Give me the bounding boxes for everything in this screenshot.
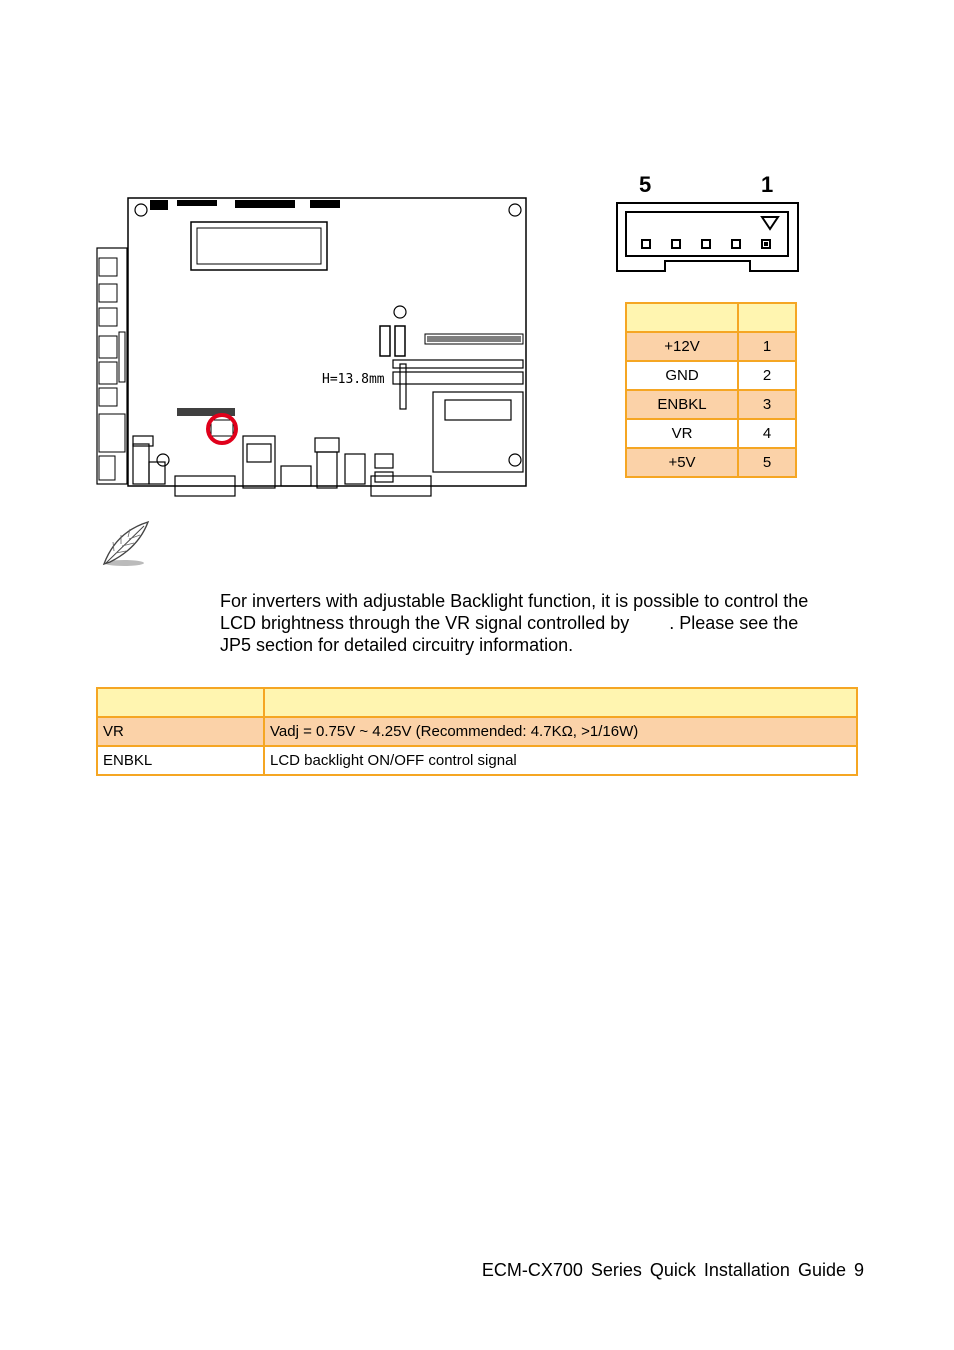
- signal-name: VR: [97, 717, 264, 746]
- note-line: For inverters with adjustable Backlight function, it is possible to control the: [220, 591, 809, 611]
- connector-pin5-label: 5: [639, 172, 652, 197]
- table-row: [626, 419, 796, 448]
- table-row: [626, 390, 796, 419]
- pin-signal: +12V: [626, 332, 738, 361]
- table-row: [97, 717, 857, 746]
- signal-description: LCD backlight ON/OFF control signal: [264, 746, 857, 775]
- pin-number: 1: [738, 332, 796, 361]
- signal-description: Vadj = 0.75V ~ 4.25V (Recommended: 4.7KΩ, >1/16W): [264, 717, 857, 746]
- signal-name: ENBKL: [97, 746, 264, 775]
- connector-pin1-label: 1: [761, 172, 774, 197]
- pin-signal: GND: [626, 361, 738, 390]
- pin-table-header-signal: [626, 303, 738, 332]
- signal-description-table: [96, 687, 858, 776]
- board-height-label: H=13.8mm: [322, 372, 385, 387]
- note-paragraph: [220, 590, 860, 656]
- pin-table-header-pin: [738, 303, 796, 332]
- pin-number: 2: [738, 361, 796, 390]
- table-row: [626, 448, 796, 477]
- signal-table-header-description: [264, 688, 857, 717]
- page-footer: ECM-CX700 Series Quick Installation Guide 9: [481, 1260, 864, 1280]
- pin-number: 4: [738, 419, 796, 448]
- table-row: [626, 332, 796, 361]
- table-row: [97, 746, 857, 775]
- signal-table-header-signal: [97, 688, 264, 717]
- pin-assignment-table: [625, 302, 797, 478]
- pin-signal: VR: [626, 419, 738, 448]
- board-layout-diagram: [95, 192, 530, 502]
- connector-diagram: [612, 198, 804, 276]
- quill-note-icon: [96, 518, 152, 570]
- table-row: [626, 361, 796, 390]
- pin-number: 3: [738, 390, 796, 419]
- note-line: JP5 section for detailed circuitry information.: [220, 635, 574, 655]
- pin-number: 5: [738, 448, 796, 477]
- pin-signal: +5V: [626, 448, 738, 477]
- pin-signal: ENBKL: [626, 390, 738, 419]
- note-line: LCD brightness through the VR signal controlled by . Please see the: [220, 613, 799, 633]
